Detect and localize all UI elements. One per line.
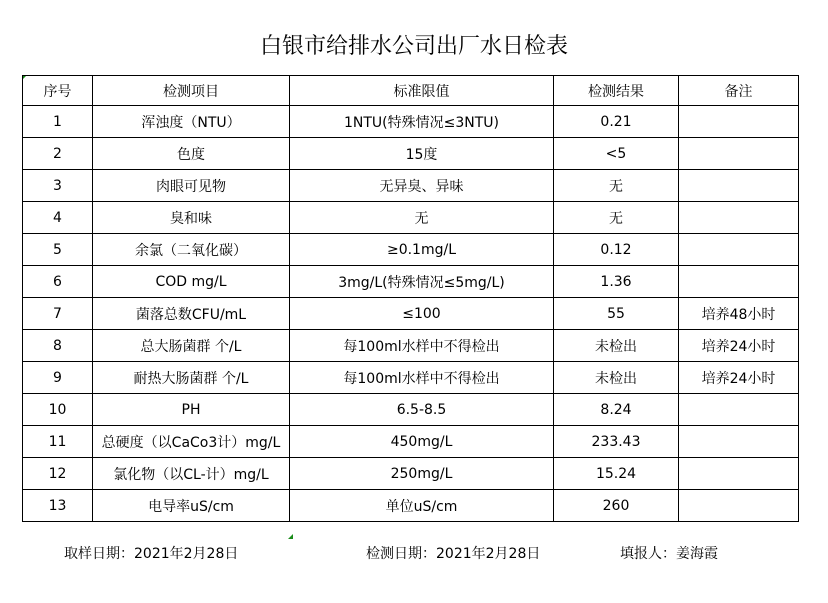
- cell-result[interactable]: 55: [554, 298, 679, 330]
- cell-limit[interactable]: 250mg/L: [290, 458, 554, 490]
- cell-limit[interactable]: 15度: [290, 138, 554, 170]
- cell-item[interactable]: COD mg/L: [93, 266, 290, 298]
- cell-no[interactable]: 8: [23, 330, 93, 362]
- reporter: 填报人：姜海霞: [620, 546, 718, 562]
- cell-item[interactable]: 电导率uS/cm: [93, 490, 290, 522]
- cell-no[interactable]: 12: [23, 458, 93, 490]
- cell-item[interactable]: 色度: [93, 138, 290, 170]
- cell-item[interactable]: 氯化物（以CL-计）mg/L: [93, 458, 290, 490]
- table-row: [23, 234, 799, 266]
- test-date: 检测日期：2021年2月28日: [366, 546, 541, 562]
- cell-note[interactable]: [679, 266, 799, 298]
- cell-limit[interactable]: 每100ml水样中不得检出: [290, 330, 554, 362]
- cell-result[interactable]: 0.12: [554, 234, 679, 266]
- cell-item[interactable]: 臭和味: [93, 202, 290, 234]
- cell-no[interactable]: 10: [23, 394, 93, 426]
- cell-note[interactable]: [679, 458, 799, 490]
- table-row: [23, 330, 799, 362]
- cell-limit[interactable]: 无: [290, 202, 554, 234]
- cell-item[interactable]: 菌落总数CFU/mL: [93, 298, 290, 330]
- cell-result[interactable]: 233.43: [554, 426, 679, 458]
- cell-result[interactable]: 0.21: [554, 106, 679, 138]
- table-row: [23, 202, 799, 234]
- cell-no[interactable]: 6: [23, 266, 93, 298]
- header-item[interactable]: 检测项目: [93, 76, 290, 106]
- cell-no[interactable]: 3: [23, 170, 93, 202]
- table-row: [23, 362, 799, 394]
- cell-note[interactable]: [679, 234, 799, 266]
- cell-no[interactable]: 13: [23, 490, 93, 522]
- page-title: 白银市给排水公司出厂水日检表: [259, 34, 568, 59]
- cell-no[interactable]: 7: [23, 298, 93, 330]
- cell-note[interactable]: [679, 138, 799, 170]
- cell-result[interactable]: 1.36: [554, 266, 679, 298]
- cell-limit[interactable]: ≥0.1mg/L: [290, 234, 554, 266]
- cell-limit[interactable]: 3mg/L(特殊情况≤5mg/L): [290, 266, 554, 298]
- cell-note[interactable]: 培养24小时: [679, 330, 799, 362]
- sample-date: 取样日期：2021年2月28日: [64, 546, 239, 562]
- cell-no[interactable]: 11: [23, 426, 93, 458]
- cell-limit[interactable]: 6.5-8.5: [290, 394, 554, 426]
- cell-note[interactable]: [679, 202, 799, 234]
- cell-note[interactable]: 培养24小时: [679, 362, 799, 394]
- header-no[interactable]: 序号: [23, 76, 93, 106]
- cell-result[interactable]: 未检出: [554, 330, 679, 362]
- header-limit[interactable]: 标准限值: [290, 76, 554, 106]
- cell-no[interactable]: 1: [23, 106, 93, 138]
- cell-item[interactable]: 余氯（二氧化碳）: [93, 234, 290, 266]
- cell-no[interactable]: 9: [23, 362, 93, 394]
- cell-item[interactable]: 耐热大肠菌群 个/L: [93, 362, 290, 394]
- cell-comment-marker: [288, 534, 293, 539]
- cell-note[interactable]: 培养48小时: [679, 298, 799, 330]
- table-row: [23, 426, 799, 458]
- table-row: [23, 298, 799, 330]
- table-row: [23, 458, 799, 490]
- cell-item[interactable]: 总大肠菌群 个/L: [93, 330, 290, 362]
- cell-item[interactable]: PH: [93, 394, 290, 426]
- cell-note[interactable]: [679, 426, 799, 458]
- inspection-table: [22, 75, 799, 522]
- table-row: [23, 394, 799, 426]
- cell-limit[interactable]: ≤100: [290, 298, 554, 330]
- cell-result[interactable]: <5: [554, 138, 679, 170]
- cell-result[interactable]: 260: [554, 490, 679, 522]
- table-row: [23, 106, 799, 138]
- cell-result[interactable]: 无: [554, 202, 679, 234]
- cell-note[interactable]: [679, 170, 799, 202]
- cell-no[interactable]: 5: [23, 234, 93, 266]
- cell-limit[interactable]: 1NTU(特殊情况≤3NTU): [290, 106, 554, 138]
- cell-limit[interactable]: 450mg/L: [290, 426, 554, 458]
- cell-note[interactable]: [679, 394, 799, 426]
- cell-result[interactable]: 无: [554, 170, 679, 202]
- cell-no[interactable]: 2: [23, 138, 93, 170]
- cell-limit[interactable]: 无异臭、异味: [290, 170, 554, 202]
- header-row: [23, 76, 799, 106]
- cell-limit[interactable]: 每100ml水样中不得检出: [290, 362, 554, 394]
- header-result[interactable]: 检测结果: [554, 76, 679, 106]
- cell-result[interactable]: 未检出: [554, 362, 679, 394]
- header-note[interactable]: 备注: [679, 76, 799, 106]
- cell-no[interactable]: 4: [23, 202, 93, 234]
- table-row: [23, 490, 799, 522]
- table-row: [23, 138, 799, 170]
- cell-result[interactable]: 15.24: [554, 458, 679, 490]
- table-row: [23, 266, 799, 298]
- cell-note[interactable]: [679, 106, 799, 138]
- table-row: [23, 170, 799, 202]
- cell-item[interactable]: 浑浊度（NTU）: [93, 106, 290, 138]
- cell-item[interactable]: 总硬度（以CaCo3计）mg/L: [93, 426, 290, 458]
- cell-limit[interactable]: 单位uS/cm: [290, 490, 554, 522]
- cell-result[interactable]: 8.24: [554, 394, 679, 426]
- cell-item[interactable]: 肉眼可见物: [93, 170, 290, 202]
- cell-note[interactable]: [679, 490, 799, 522]
